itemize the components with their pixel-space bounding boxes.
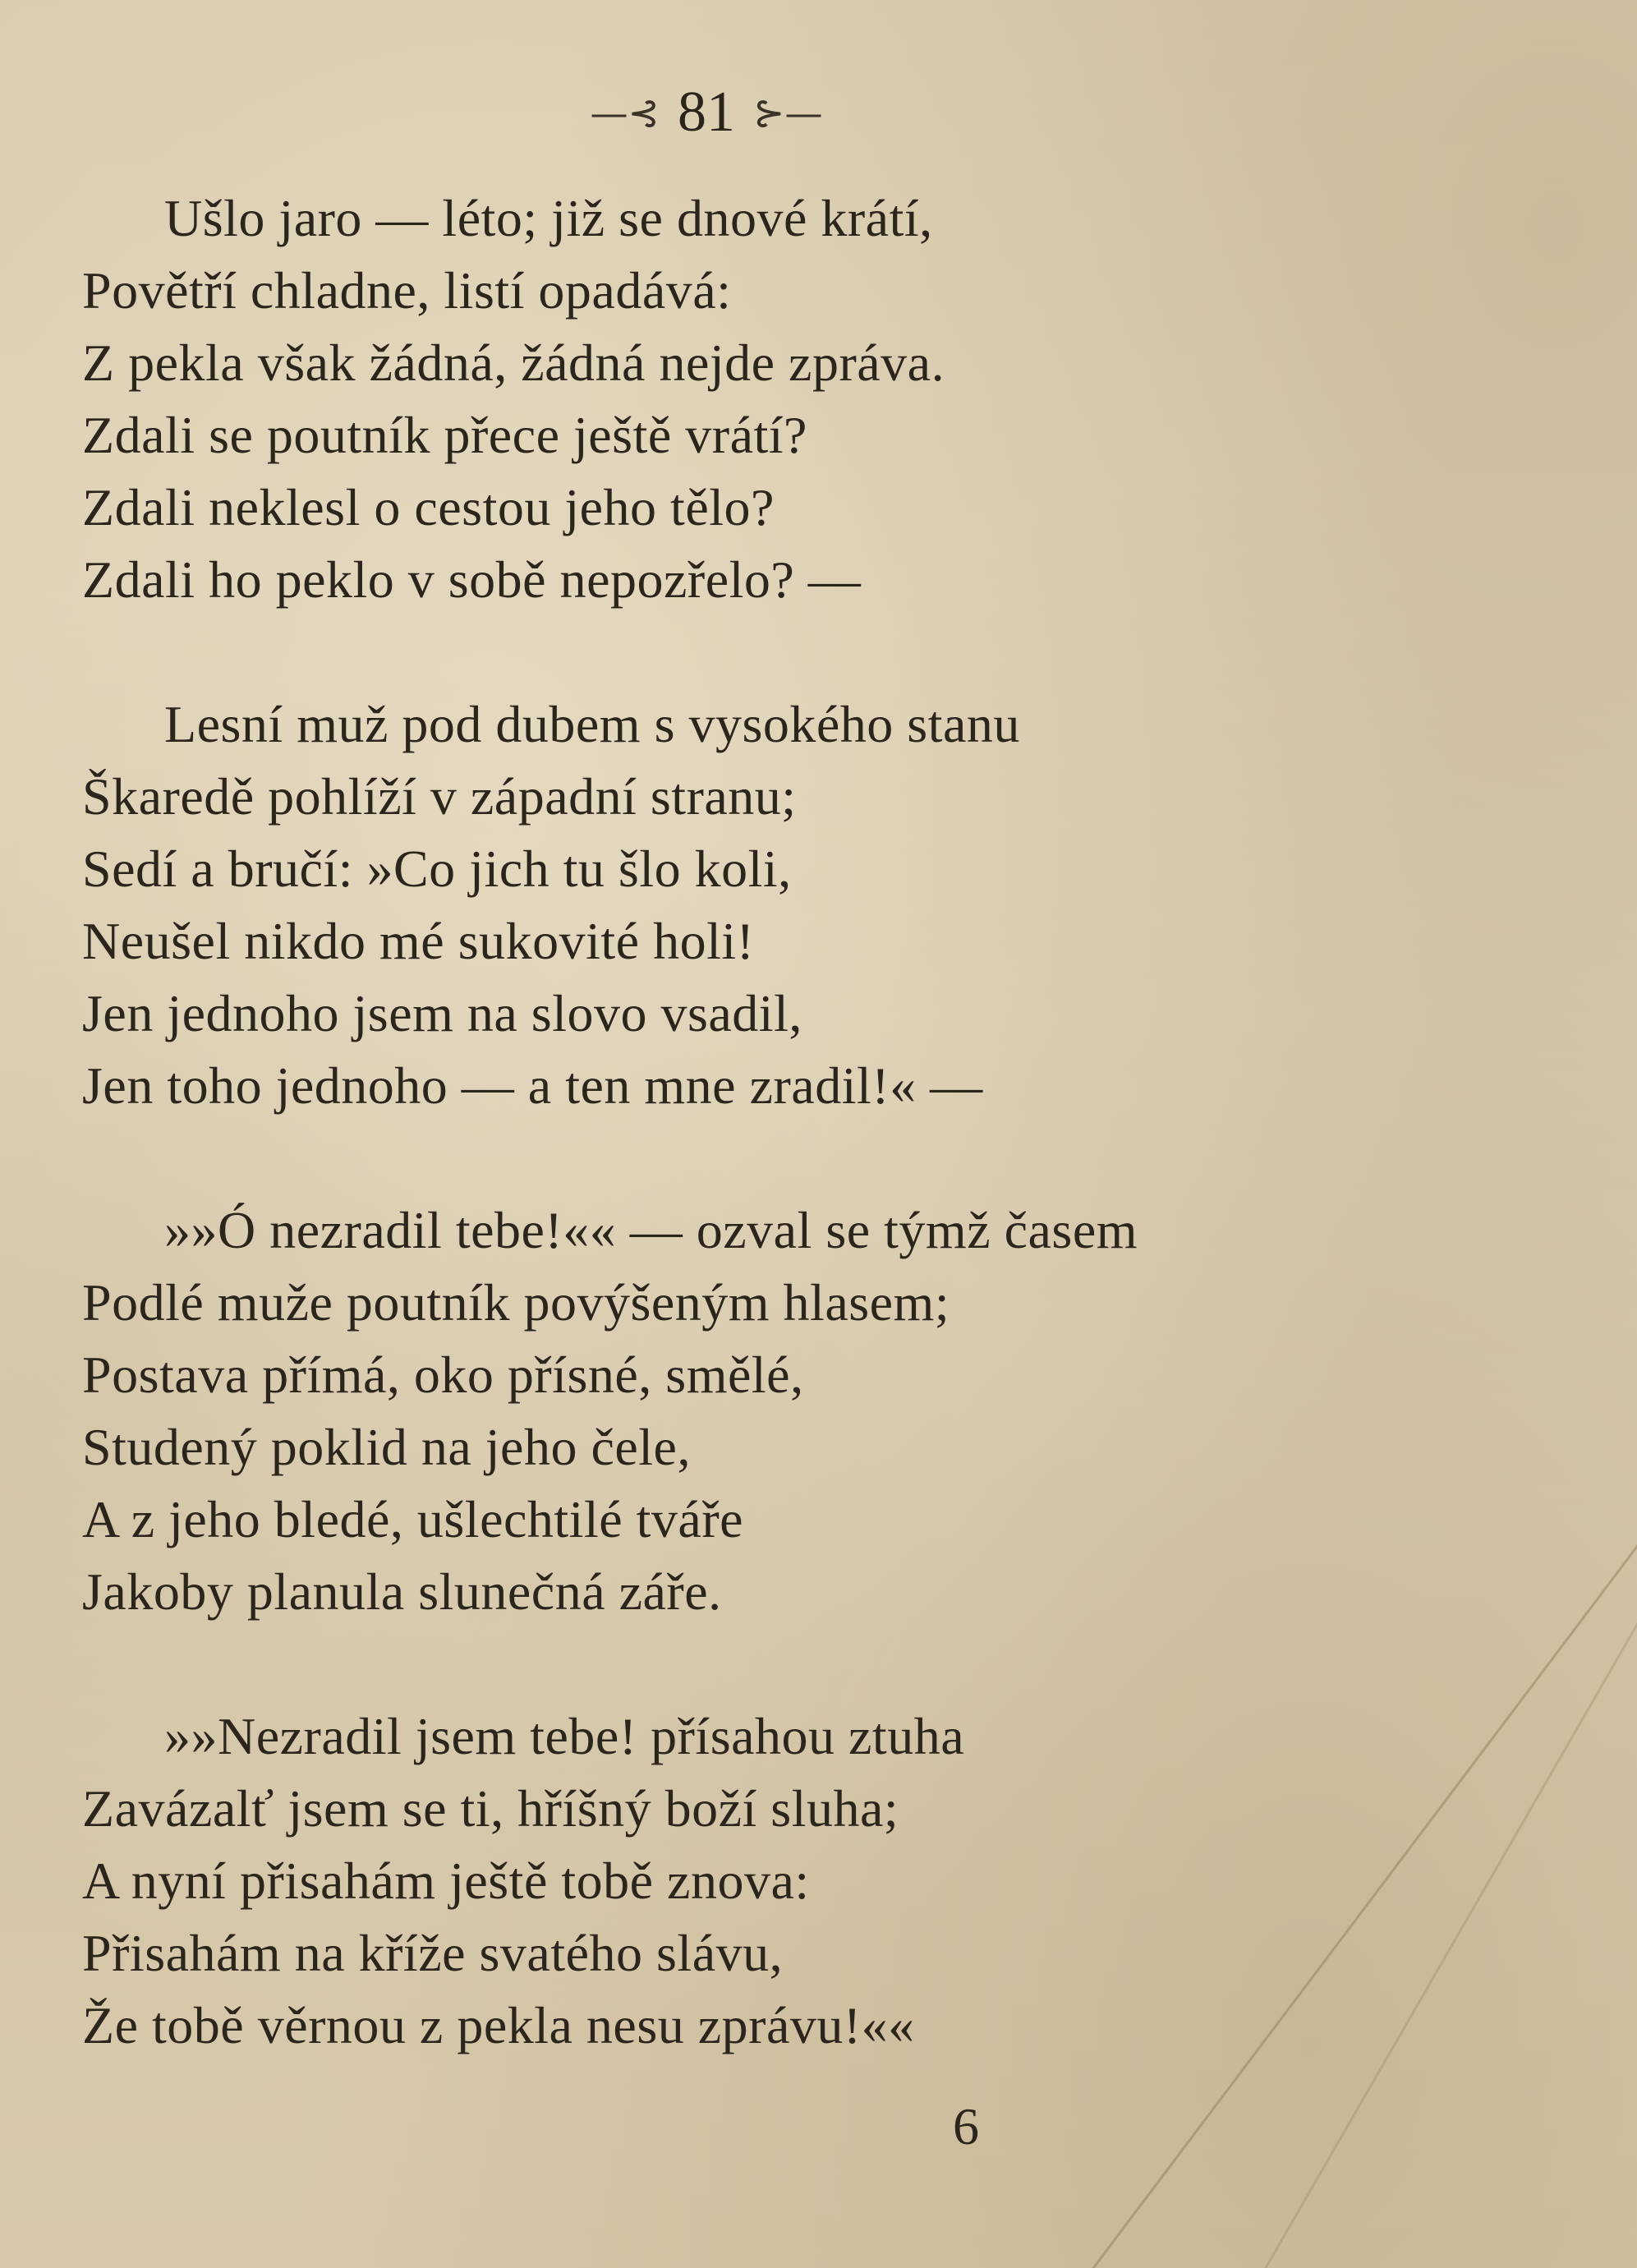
verse-line: Škaredě pohlíží v západní stranu; <box>82 767 797 826</box>
verse-line: Ušlo jaro — léto; již se dnové krátí, <box>164 189 933 247</box>
verse-line: Sedí a bručí: »Co jich tu šlo koli, <box>82 840 792 898</box>
signature-mark: 6 <box>953 2097 979 2155</box>
verse-line: A z jeho bledé, ušlechtilé tváře <box>82 1490 744 1548</box>
verse-line: Povětří chladne, listí opadává: <box>82 261 732 320</box>
verse-line: Podlé muže poutník povýšeným hlasem; <box>82 1273 950 1332</box>
right-ornament-icon: ⊱— <box>753 90 823 135</box>
verse-line: Z pekla však žádná, žádná nejde zpráva. <box>82 334 945 392</box>
verse-line: A nyní přisahám ještě tobě znova: <box>82 1852 810 1910</box>
verse-line: Zdali se poutník přece ještě vrátí? <box>82 406 807 464</box>
verse-line: Zdali neklesl o cestou jeho tělo? <box>82 478 775 536</box>
poem-text <box>82 182 1363 2062</box>
verse-line: Studený poklid na jeho čele, <box>82 1418 691 1476</box>
verse-line: Že tobě věrnou z pekla nesu zprávu!«« <box>82 1996 915 2054</box>
stanza <box>82 688 1363 1122</box>
verse-line: Postava přímá, oko přísné, smělé, <box>82 1346 804 1404</box>
verse-line: »»Nezradil jsem tebe! přísahou ztuha <box>164 1707 965 1765</box>
verse-line: Jen jednoho jsem na slovo vsadil, <box>82 984 802 1042</box>
page-header <box>526 76 887 150</box>
verse-line: Zavázalť jsem se ti, hříšný boží sluha; <box>82 1779 899 1838</box>
page-number: 81 <box>678 81 735 144</box>
verse-line: »»Ó nezradil tebe!«« — ozval se týmž časem <box>164 1201 1138 1259</box>
verse-line: Neušel nikdo mé sukovité holi! <box>82 912 755 970</box>
verse-line: Lesní muž pod dubem s vysokého stanu <box>164 695 1020 753</box>
stanza <box>82 1194 1363 1628</box>
stanza <box>82 1700 1363 2062</box>
verse-line: Jen toho jednoho — a ten mne zradil!« — <box>82 1056 983 1115</box>
stanza <box>82 182 1363 616</box>
verse-line: Přisahám na kříže svatého slávu, <box>82 1924 784 1982</box>
verse-line: Jakoby planula slunečná záře. <box>82 1562 722 1621</box>
left-ornament-icon: —⊰ <box>590 90 660 135</box>
verse-line: Zdali ho peklo v sobě nepozřelo? — <box>82 550 862 609</box>
